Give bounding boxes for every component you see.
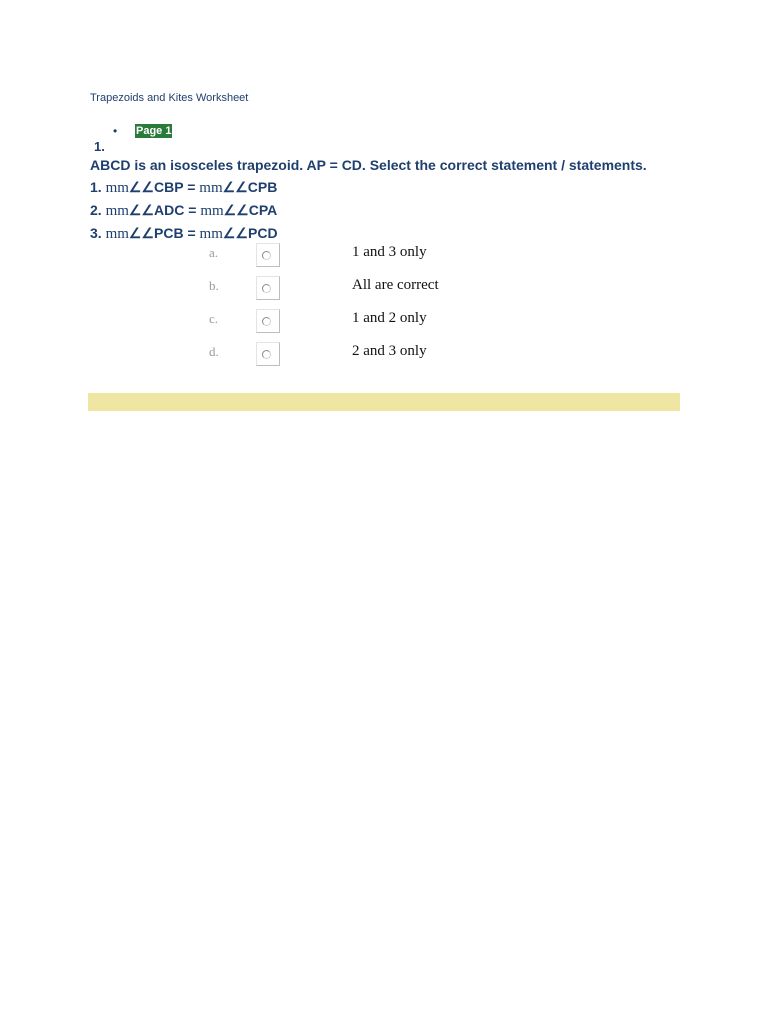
option-letter: b. <box>209 278 219 293</box>
radio-circle-icon <box>262 284 271 293</box>
answer-option-b <box>0 278 768 306</box>
statement-prefix: 1. <box>90 179 102 195</box>
answer-option-d <box>0 344 768 372</box>
option-letter: c. <box>209 311 219 326</box>
statement-left-angle: ∠∠CBP = <box>128 179 196 195</box>
option-d-radio-button[interactable] <box>256 342 280 366</box>
option-letter: d. <box>209 344 219 359</box>
statement-right-angle: ∠∠CPB <box>222 179 278 195</box>
option-letter: a. <box>209 245 219 260</box>
option-d-label[interactable]: 2 and 3 only <box>352 343 427 359</box>
radio-circle-icon <box>262 317 271 326</box>
question-number: 1. <box>94 139 105 154</box>
measure-symbol: mm <box>105 180 129 196</box>
worksheet-title: Trapezoids and Kites Worksheet <box>90 92 249 104</box>
question-footer-bar <box>88 393 680 411</box>
option-b-radio-button[interactable] <box>256 276 280 300</box>
measure-symbol: mm <box>199 180 223 196</box>
statement-3 <box>90 225 278 243</box>
statement-prefix: 3. <box>90 225 102 241</box>
statement-left-angle: ∠∠ADC = <box>128 202 197 218</box>
radio-circle-icon <box>262 350 271 359</box>
page-1-tab[interactable]: Page 1 <box>136 125 172 137</box>
measure-symbol: mm <box>200 203 224 219</box>
measure-symbol: mm <box>105 203 129 219</box>
bullet-icon: • <box>113 124 118 138</box>
answer-option-a <box>0 245 768 273</box>
measure-symbol: mm <box>105 226 129 242</box>
statement-right-angle: ∠∠CPA <box>223 202 278 218</box>
option-a-radio-button[interactable] <box>256 243 280 267</box>
measure-symbol: mm <box>199 226 223 242</box>
statement-2 <box>90 202 277 220</box>
answer-option-c <box>0 311 768 339</box>
page-navigation <box>113 124 172 138</box>
question-text: ABCD is an isosceles trapezoid. AP = CD. Select the correct statement / statements. <box>90 157 647 173</box>
option-b-label[interactable]: All are correct <box>352 277 439 293</box>
statement-1 <box>90 179 277 197</box>
statement-left-angle: ∠∠PCB = <box>128 225 196 241</box>
option-c-radio-button[interactable] <box>256 309 280 333</box>
statement-prefix: 2. <box>90 202 102 218</box>
statement-right-angle: ∠∠PCD <box>222 225 278 241</box>
option-a-label[interactable]: 1 and 3 only <box>352 244 427 260</box>
option-c-label[interactable]: 1 and 2 only <box>352 310 427 326</box>
radio-circle-icon <box>262 251 271 260</box>
